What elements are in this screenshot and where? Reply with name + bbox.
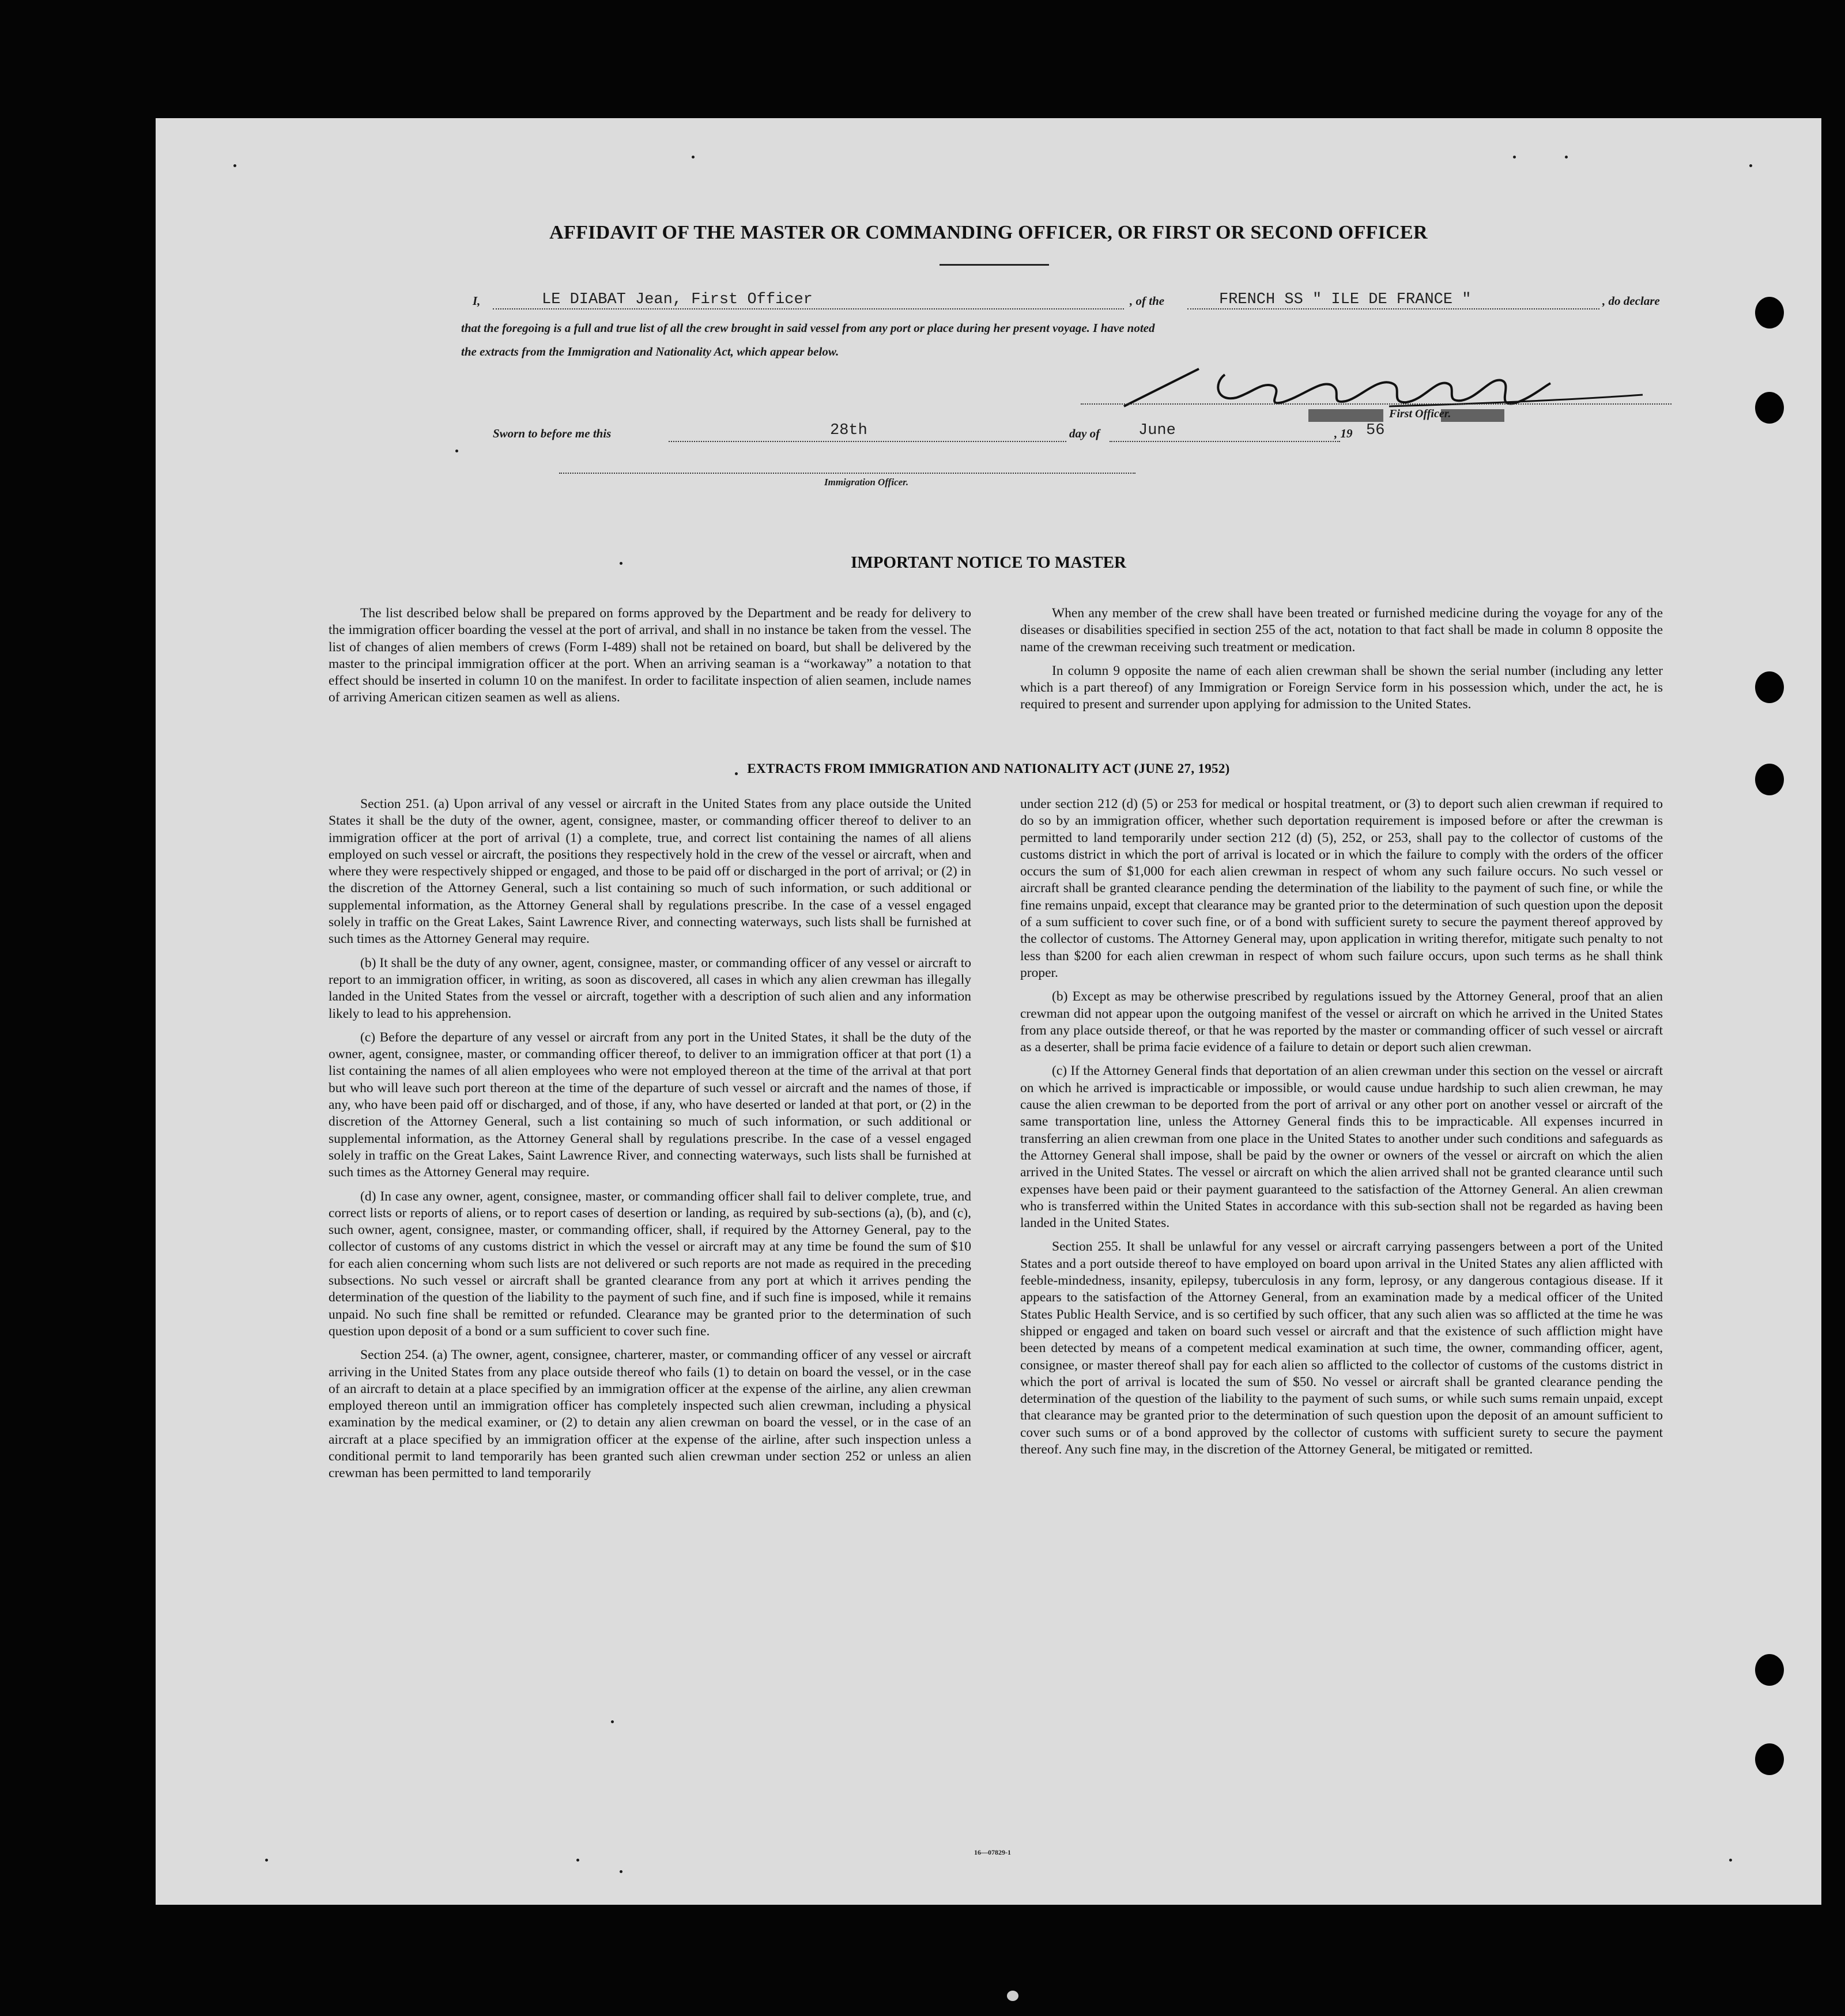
scan-smudge-icon [1006,1988,1023,2003]
speck [1513,156,1516,158]
speck [265,1859,268,1862]
paragraph: In column 9 opposite the name of each alien crewman shall be shown the serial number (including any letter which is a part thereof) of any Immigration or Foreign Service form in his possession which, under the act, he is required to present and surrender upon applying for admission to the United States. [1020,663,1663,712]
immigration-officer-dotted-line [559,473,1135,474]
sworn-day-field: 28th [830,422,867,439]
paragraph: (d) In case any owner, agent, consignee, master, or commanding officer shall fail to deliver complete, true, and correct lists or reports of aliens, or to report cases of desertion or landing, as required by sub-sections (a), (b), and (c), such owner, agent, consignee, master, or commanding officer, shall, if required by the Attorney General, pay to the collector of customs of any customs district in which the vessel or aircraft may at any time be found the sum of $10 for each alien concerning whom such lists are not delivered or such reports are not made as required in the preceding subsections. No such vessel or aircraft shall be granted clearance from any port at which it arrives pending the determination of the question of the liability to the payment of such fine, and if such fine is imposed, while it remains unpaid. No such fine shall be remitted or refunded. Clearance may be granted prior to the determination of such question upon deposit of a bond or a sum sufficient to cover such fine. [329,1188,971,1339]
form-number: 16—07829-1 [974,1848,1011,1856]
vessel-dotted-line [1187,308,1599,309]
year-prefix-label: , 19 [1334,426,1353,440]
sworn-year-field: 56 [1366,422,1385,439]
i-label: I, [473,294,481,308]
extracts-right-column [1020,796,1663,1465]
paragraph: (b) It shall be the duty of any owner, agent, consignee, master, or commanding officer of any vessel or aircraft to report to an immigration officer, in writing, as soon as discovered, all cases in which any alien crewman has illegally landed in the United States from the vessel or aircraft, together with a description of such alien and any information likely to lead to his apprehension. [329,955,971,1021]
speck [1729,1859,1732,1862]
vessel-name-field: FRENCH SS " ILE DE FRANCE " [1219,291,1472,308]
speck [233,164,236,167]
speck [611,1720,614,1723]
handwritten-signature [1089,352,1683,415]
punch-hole [1755,392,1784,424]
of-the-label: , of the [1130,294,1165,308]
sworn-label: Sworn to before me this [493,426,612,440]
officer-name-field: LE DIABAT Jean, First Officer [542,291,813,308]
speck [620,1870,622,1873]
day-of-label: day of [1069,426,1100,440]
paragraph: Section 251. (a) Upon arrival of any vessel or aircraft in the United States from any place outside the United States it shall be the duty of the owner, agent, consignee, master, or commanding officer thereof to deliver to an immigration officer at the port of arrival (1) a complete, true, and correct list containing the names of all aliens employed on such vessel or aircraft, the positions they respectively hold in the crew of the vessel or aircraft, when and where they were respectively shipped or engaged, and those to be paid off or discharged in the port of arrival; or (2) in the discretion of the Attorney General, such a list containing so much of such information, or such additional or supplemental information, as the Attorney General shall by regulations prescribe. In the case of a vessel engaged solely in traffic on the Great Lakes, Saint Lawrence River, and connecting waterways, such lists shall be furnished at such times as the Attorney General may require. [329,796,971,947]
punch-hole [1755,764,1784,795]
month-dotted-line [1110,441,1340,442]
punch-hole [1755,1654,1784,1686]
notice-left-column [329,605,971,713]
struck-out-text [1308,409,1383,422]
punch-hole [1755,1743,1784,1775]
paragraph: (b) Except as may be otherwise prescribed by regulations issued by the Attorney General, proof that an alien crewman did not appear upon the outgoing manifest of the vessel or aircraft on which he arrived in the United States from any place outside thereof, or that he was reported by the master or commanding officer of such vessel or aircraft as a deserter, shall be prima facie evidence of a failure to detain or deport such alien crewman. [1020,989,1663,1055]
paragraph: When any member of the crew shall have been treated or furnished medicine during the voyage for any of the diseases or disabilities specified in section 255 of the act, notation to that fact shall be made in column 8 opposite the name of the crewman receiving such treatment or medication. [1020,606,1663,655]
speck [1565,156,1568,158]
declaration-line-3: the extracts from the Immigration and Nationality Act, which appear below. [461,345,839,358]
notice-right-column [1020,605,1663,720]
punch-hole [1755,671,1784,703]
sworn-month-field: June [1138,422,1176,439]
title-underline [940,264,1049,266]
paragraph: Section 254. (a) The owner, agent, consignee, charterer, master, or commanding officer of any vessel or aircraft arriving in the United States from any place outside thereof who fails (1) to detain on board the vessel, or in the case of an aircraft to detain at a place specified by an immigration officer at the expense of the airline, any alien crewman employed thereon until an immigration officer has completely inspected such alien crewman, including a physical examination by the medical examiner, or (2) to detain any alien crewman on board the vessel, or in the case of an aircraft at a place specified by an immigration officer at the expense of the airline, after such inspection unless a conditional permit to land temporarily has been granted such alien crewman under section 252 or unless an alien crewman has been permitted to land temporarily [329,1347,971,1481]
document-page [156,118,1821,1905]
speck [455,450,458,452]
paragraph: (c) Before the departure of any vessel or aircraft from any port in the United States, it shall be the duty of the owner, agent, consignee, master, or commanding officer thereof, to deliver to an immigration officer at that port (1) a list containing the names of all alien employees who were not employed thereon at the time of the arrival at that port but who will leave such port thereon at the time of the departure of such vessel or aircraft and the names of those, if any, who have been paid off or discharged, and of those, if any, who have deserted or landed at that port, or (2) in the discretion of the Attorney General, such a list containing so much of such information, or such additional or supplemental information, as the Attorney General shall by regulations prescribe. In the case of a vessel engaged solely in traffic on the Great Lakes, Saint Lawrence River, and connecting waterways, such lists shall be furnished at such times as the Attorney General may require. [329,1029,971,1180]
extracts-left-column [329,796,971,1489]
speck [692,156,695,158]
speck [576,1859,579,1862]
signature-dotted-line [1081,403,1672,405]
punch-hole [1755,297,1784,329]
declaration-line-2: that the foregoing is a full and true list of all the crew brought in said vessel from any port or place during her present voyage. I have noted [461,321,1155,335]
paragraph: The list described below shall be prepared on forms approved by the Department and be ready for delivery to the immigration officer boarding the vessel at the port of arrival, and shall in no instance be taken from the vessel. The list of changes of alien members of crews (Form I-489) shall not be retained on board, but shall be delivered by the master to the principal immigration officer at the port. When an arriving seaman is a “workaway” a notation to that effect should be inserted in column 10 on the manifest. In order to facilitate inspection of alien seamen, include names of arriving American citizen seamen as well as aliens. [329,606,971,705]
paragraph: under section 212 (d) (5) or 253 for medical or hospital treatment, or (3) to deport such alien crewman if required to do so by an immigration officer, whether such deportation requirement is imposed before or after the crewman is permitted to land temporarily under section 212 (d) (5), 252, or 253, shall pay to the collector of customs of the customs district in which the port of arrival is located or in which the failure to comply with the orders of the officer occurs the sum of $1,000 for each alien crewman in respect of whom any such failure occurs. No such vessel or aircraft shall be granted clearance pending the determination of the liability to the payment of such fine, or while the fine remains unpaid, except that clearance may be granted prior to the determination of such question upon the deposit of a sum sufficient to cover such fine, or of a bond with sufficient surety to secure the payment thereof approved by the collector of customs. The Attorney General may, upon application in writing therefor, mitigate such penalty to not less than $200 for each alien crewman in respect of whom such failure occurs, upon such terms as he shall think proper. [1020,796,1663,980]
speck [1749,164,1752,167]
paragraph: (c) If the Attorney General finds that deportation of an alien crewman under this section on the vessel or aircraft on which he arrived is impracticable or impossible, or would cause undue hardship to such alien crewman, he may cause the alien crewman to be deported from the port of arrival or any other port on another vessel or aircraft of the same transportation line, unless the Attorney General finds this to be impracticable. All expenses incurred in transferring an alien crewman from one place in the United States to another under such conditions and safeguards as the Attorney General shall impose, shall be paid by the owner or owners of the vessel or aircraft on which the alien arrived in the United States. The vessel or aircraft on which the alien arrived shall not be granted clearance until such expenses have been paid or their payment guaranteed to the satisfaction of the Attorney General. An alien crewman who is transferred within the United States in accordance with this sub-section shall not be regarded as having been landed in the United States. [1020,1063,1663,1231]
name-dotted-line [493,308,1124,309]
do-declare-label: , do declare [1602,294,1660,308]
affidavit-title: AFFIDAVIT OF THE MASTER OR COMMANDING OFFICER, OR FIRST OR SECOND OFFICER [549,222,1428,243]
first-officer-caption: First Officer. [1389,407,1451,420]
extracts-title: EXTRACTS FROM IMMIGRATION AND NATIONALITY ACT (JUNE 27, 1952) [747,761,1230,776]
immigration-officer-label: Immigration Officer. [824,477,909,488]
paragraph: Section 255. It shall be unlawful for any vessel or aircraft carrying passengers between a port of the United States and a port outside thereof to have employed on board upon arrival in the United States any alien afflicted with feeble-mindedness, insanity, epilepsy, tuberculosis in any form, leprosy, or any dangerous contagious disease. If it appears to the satisfaction of the Attorney General, from an examination made by a medical officer of the United States Public Health Service, and is so certified by such officer, that any such alien was so afflicted at the time he was shipped or engaged and taken on board such vessel or aircraft and that the existence of such affliction might have been detected by means of a competent medical examination at such time, the owner, commanding officer, agent, consignee, or master thereof shall pay for each alien so afflicted to the collector of customs of the customs district in which the port of arrival is located the sum of $50. No vessel or aircraft shall be granted clearance pending the determination of the question of the liability to the payment of such sums, or while such sums remain unpaid, except that clearance may be granted prior to the determination of such question upon the deposit of an amount sufficient to cover such sums or of a bond approved by the collector of customs with sufficient surety to secure the payment thereof. Any such fine may, in the discretion of the Attorney General, be mitigated or remitted. [1020,1239,1663,1457]
day-dotted-line [669,441,1066,442]
notice-title: IMPORTANT NOTICE TO MASTER [851,553,1126,572]
